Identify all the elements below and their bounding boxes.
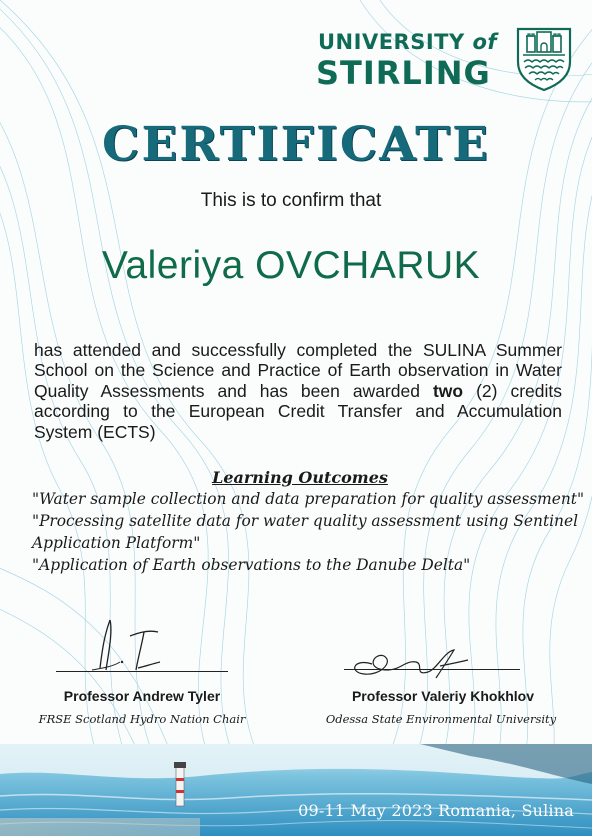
learning-outcome-item: Application Platform" <box>32 534 201 552</box>
certificate-body-text: has attended and successfully completed the SULINA Summer School on the Science and Practice of Earth observation in Water Quality Assessments and has been awarded two (2) credits according to the European Credit Transfer and Accumulation System (ECTS) <box>34 340 562 442</box>
stirling-crest-icon <box>515 26 573 92</box>
certificate-title: CERTIFICATE <box>102 117 490 172</box>
learning-outcome-item: "Application of Earth observations to the Danube Delta" <box>32 556 471 574</box>
university-logo <box>316 26 578 94</box>
logo-stirling-text: STIRLING <box>316 54 491 92</box>
learning-outcomes-heading: Learning Outcomes <box>212 468 388 487</box>
signatory-title-right: Odessa State Environmental University <box>325 712 557 726</box>
signature-valeriy-khokhlov <box>344 642 474 682</box>
footer-seascape-image <box>0 744 592 836</box>
signatory-name-left: Professor Andrew Tyler <box>63 688 221 704</box>
logo-university-text: UNIVERSITY of <box>318 30 498 54</box>
credits-bold-text: two <box>432 380 464 401</box>
signature-andrew-tyler <box>80 612 180 674</box>
confirm-text: This is to confirm that <box>200 190 382 211</box>
learning-outcome-item: "Water sample collection and data preparation for quality assessment" <box>32 490 585 508</box>
event-date-location: 09-11 May 2023 Romania, Sulina <box>298 801 574 820</box>
signature-line-right <box>344 669 520 670</box>
signatory-name-right: Professor Valeriy Khokhlov <box>351 688 535 704</box>
recipient-name: Valeriya OVCHARUK <box>101 244 481 287</box>
learning-outcomes-list <box>32 488 585 576</box>
learning-outcome-item: "Processing satellite data for water quality assessment using Sentinel <box>32 512 578 530</box>
signature-line-left <box>56 671 228 672</box>
signatory-title-left: FRSE Scotland Hydro Nation Chair <box>38 712 246 726</box>
